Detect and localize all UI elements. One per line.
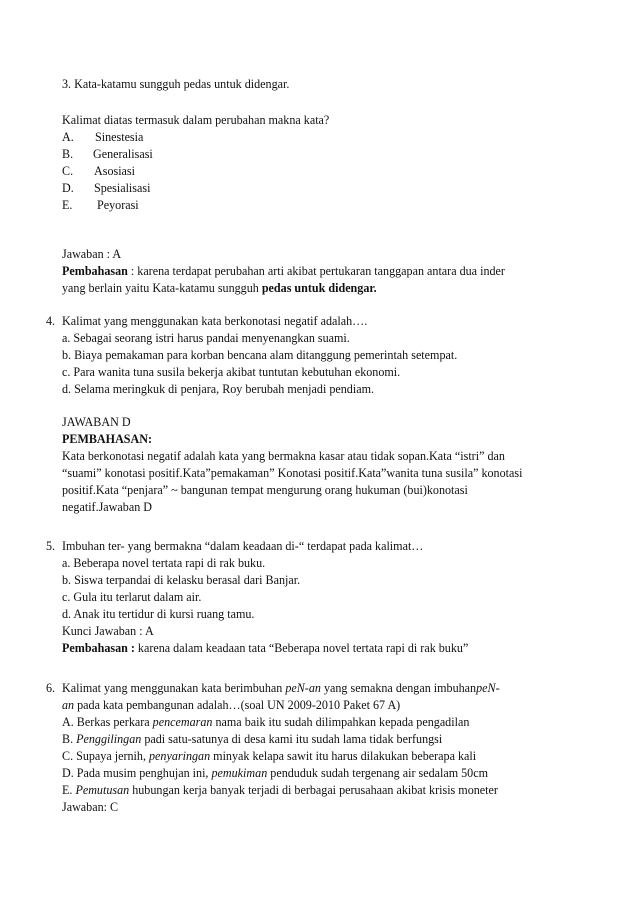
- q3-option-c-letter: C.: [62, 164, 74, 178]
- q3-option-b-letter: B.: [62, 147, 74, 161]
- q3-title: 3. Kata-katamu sungguh pedas untuk didengar.: [62, 77, 290, 91]
- q3-question: Kalimat diatas termasuk dalam perubahan makna kata?: [62, 113, 330, 127]
- q6-option-a: [62, 714, 469, 730]
- q5-option-c: c. Gula itu terlarut dalam air.: [62, 590, 202, 604]
- q6-question-affix-3: an: [62, 698, 75, 712]
- q5-explanation-text: karena dalam keadaan tata “Beberapa novel tertata rapi di rak buku”: [134, 641, 469, 655]
- q6-option-b-post: padi satu-satunya di desa kami itu sudah lama tidak berfungsi: [141, 732, 443, 746]
- q6-number: 6.: [46, 681, 56, 695]
- q6-answer: Jawaban: C: [62, 800, 119, 814]
- q3-option-a-letter: A.: [62, 130, 74, 144]
- q4-explanation-label: PEMBAHASAN:: [62, 432, 153, 446]
- q3-option-a-text: Sinestesia: [95, 130, 144, 144]
- q5-explanation: [62, 640, 468, 656]
- q3-explanation-line2: [62, 280, 377, 296]
- q4-explanation-line-4: negatif.Jawaban D: [62, 500, 152, 514]
- q6-question-line1: [62, 680, 500, 696]
- q6-option-c: [62, 748, 476, 764]
- q3-explanation-label: Pembahasan: [62, 264, 128, 278]
- q6-option-b: [62, 731, 442, 747]
- q6-option-e-post: hubungan kerja banyak terjadi di berbagai perusahaan akibat krisis moneter: [129, 783, 498, 797]
- q6-option-a-pre: A. Berkas perkara: [62, 715, 153, 729]
- q6-question-text-rest: pada kata pembangunan adalah…(soal UN 2009-2010 Paket 67 A): [74, 698, 401, 712]
- q4-number: 4.: [46, 314, 56, 328]
- q6-option-e-pre: E.: [62, 783, 76, 797]
- q3-explanation-line2-bold: pedas untuk didengar.: [261, 281, 377, 295]
- q3-option-d-text: Spesialisasi: [94, 181, 151, 195]
- q5-number: 5.: [46, 539, 56, 553]
- q5-question: Imbuhan ter- yang bermakna “dalam keadaan di-“ terdapat pada kalimat…: [62, 539, 424, 553]
- q5-option-a: a. Beberapa novel tertata rapi di rak buku.: [62, 556, 266, 570]
- q4-question: Kalimat yang menggunakan kata berkonotasi negatif adalah….: [62, 314, 368, 328]
- q5-option-b: b. Siswa terpandai di kelasku berasal dari Banjar.: [62, 573, 301, 587]
- q6-option-c-post: minyak kelapa sawit itu harus dilakukan beberapa kali: [210, 749, 477, 763]
- q5-answer: Kunci Jawaban : A: [62, 624, 154, 638]
- q4-explanation-line-2: “suami” konotasi positif.Kata”pemakaman” Konotasi positif.Kata”wanita tuna susila” konotasi: [62, 466, 523, 480]
- q6-option-a-word: pencemaran: [152, 715, 213, 729]
- q4-explanation-line-3: positif.Kata “penjara” ~ bangunan tempat mengurung orang hukuman (bui)konotasi: [62, 483, 468, 497]
- q6-question-affix-1: peN-an: [285, 681, 321, 695]
- q6-option-e: [62, 782, 498, 798]
- q3-answer: Jawaban : A: [62, 247, 122, 261]
- q6-question-text: Kalimat yang menggunakan kata berimbuhan: [62, 681, 286, 695]
- q4-explanation-line-1: Kata berkonotasi negatif adalah kata yang bermakna kasar atau tidak sopan.Kata “istri” dan: [62, 449, 505, 463]
- q6-option-c-word: penyaringan: [149, 749, 211, 763]
- q4-answer: JAWABAN D: [62, 415, 131, 429]
- q3-explanation-text: : karena terdapat perubahan arti akibat pertukaran tanggapan antara dua inder: [127, 264, 505, 278]
- q6-option-d-pre: D. Pada musim penghujan ini,: [62, 766, 212, 780]
- q6-question-affix-2: peN-: [476, 681, 500, 695]
- q6-option-e-word: Pemutusan: [75, 783, 130, 797]
- q4-option-b: b. Biaya pemakaman para korban bencana alam ditanggung pemerintah setempat.: [62, 348, 458, 362]
- q4-option-c: c. Para wanita tuna susila bekerja akibat tuntutan kebutuhan ekonomi.: [62, 365, 401, 379]
- q6-option-b-word: Penggilingan: [76, 732, 142, 746]
- q6-option-a-post: nama baik itu sudah dilimpahkan kepada pengadilan: [212, 715, 470, 729]
- q6-question-text-mid: yang semakna dengan imbuhan: [320, 681, 477, 695]
- q3-option-c-text: Asosiasi: [94, 164, 135, 178]
- q6-option-d: [62, 765, 488, 781]
- q6-option-d-post: penduduk sudah tergenang air sedalam 50cm: [267, 766, 489, 780]
- q3-option-e-text: Peyorasi: [97, 198, 139, 212]
- q5-option-d: d. Anak itu tertidur di kursi ruang tamu.: [62, 607, 255, 621]
- q6-option-d-word: pemukiman: [211, 766, 268, 780]
- q3-explanation: [62, 263, 505, 279]
- q3-option-e-letter: E.: [62, 198, 73, 212]
- q3-option-b-text: Generalisasi: [93, 147, 153, 161]
- q3-option-d-letter: D.: [62, 181, 74, 195]
- q4-option-a: a. Sebagai seorang istri harus pandai menyenangkan suami.: [62, 331, 350, 345]
- q4-option-d: d. Selama meringkuk di penjara, Roy berubah menjadi pendiam.: [62, 382, 374, 396]
- q5-explanation-label: Pembahasan :: [62, 641, 135, 655]
- q6-option-b-pre: B.: [62, 732, 77, 746]
- q6-question-line2: [62, 697, 400, 713]
- q6-option-c-pre: C. Supaya jernih,: [62, 749, 149, 763]
- q3-explanation-line2-text: yang berlain yaitu Kata-katamu sungguh: [62, 281, 262, 295]
